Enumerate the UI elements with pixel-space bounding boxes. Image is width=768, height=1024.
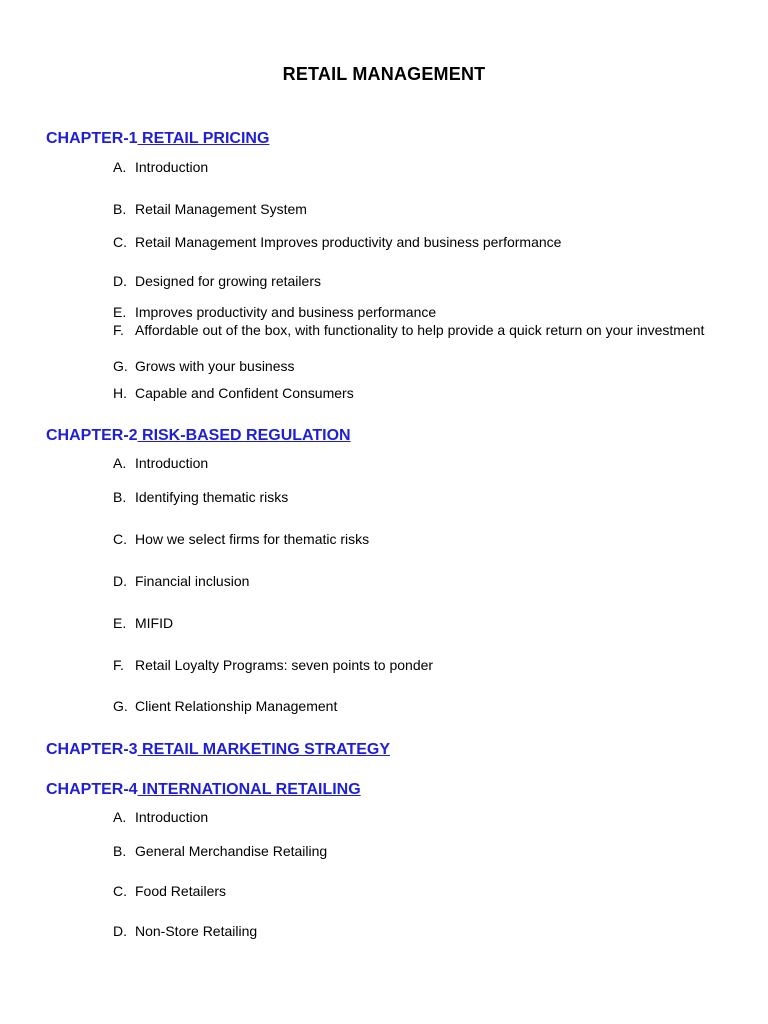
- item-text: Food Retailers: [135, 883, 227, 899]
- item-letter: B.: [113, 201, 127, 217]
- list-item: [113, 572, 721, 590]
- item-letter: A.: [113, 455, 127, 471]
- item-text: Improves productivity and business performance: [135, 304, 437, 320]
- item-letter: C.: [113, 234, 127, 250]
- item-letter: F.: [113, 322, 124, 338]
- item-letter: B.: [113, 489, 127, 505]
- item-letter: A.: [113, 809, 127, 825]
- document-title: RETAIL MANAGEMENT: [282, 64, 486, 84]
- item-letter: F.: [113, 657, 124, 673]
- item-letter: E.: [113, 615, 127, 631]
- item-letter: D.: [113, 573, 127, 589]
- chapter-2-heading[interactable]: [46, 427, 351, 445]
- item-letter: D.: [113, 273, 127, 289]
- item-letter: D.: [113, 923, 127, 939]
- list-item: [113, 200, 721, 218]
- item-text: MIFID: [135, 615, 174, 631]
- item-letter: C.: [113, 531, 127, 547]
- chapter-prefix: CHAPTER-1: [46, 130, 138, 147]
- item-text: Affordable out of the box, with functionality to help provide a quick return on your investment: [135, 322, 705, 338]
- chapter-link[interactable]: INTERNATIONAL RETAILING: [137, 781, 361, 798]
- list-item: [113, 357, 721, 375]
- item-text: Financial inclusion: [135, 573, 250, 589]
- item-letter: G.: [113, 698, 128, 714]
- list-item: [113, 530, 721, 548]
- item-text: Capable and Confident Consumers: [135, 385, 354, 401]
- chapter-4-heading[interactable]: [46, 781, 361, 799]
- chapter-prefix: CHAPTER-4: [46, 781, 138, 798]
- list-item: [113, 656, 721, 674]
- list-item: [113, 922, 721, 940]
- list-item: [113, 488, 721, 506]
- item-letter: A.: [113, 159, 127, 175]
- item-letter: C.: [113, 883, 127, 899]
- list-item: [113, 233, 721, 251]
- chapter-link[interactable]: RISK-BASED REGULATION: [137, 427, 351, 444]
- item-letter: H.: [113, 385, 127, 401]
- list-item: [113, 614, 721, 632]
- item-text: Designed for growing retailers: [135, 273, 321, 289]
- item-text: How we select firms for thematic risks: [135, 531, 370, 547]
- item-text: Introduction: [135, 809, 209, 825]
- list-item: [113, 272, 721, 290]
- item-text: General Merchandise Retailing: [135, 843, 328, 859]
- item-letter: B.: [113, 843, 127, 859]
- list-item: [113, 697, 721, 715]
- item-text: Non-Store Retailing: [135, 923, 258, 939]
- item-letter: E.: [113, 304, 127, 320]
- list-item: [113, 808, 721, 826]
- item-text: Client Relationship Management: [135, 698, 338, 714]
- chapter-1-heading[interactable]: [46, 130, 269, 148]
- list-item: [113, 384, 721, 402]
- chapter-prefix: CHAPTER-2: [46, 427, 138, 444]
- list-item: [113, 303, 721, 321]
- chapter-link[interactable]: RETAIL PRICING: [137, 130, 270, 147]
- list-item: [113, 158, 721, 176]
- chapter-3-heading[interactable]: [46, 741, 390, 759]
- item-text: Identifying thematic risks: [135, 489, 289, 505]
- item-text: Retail Management Improves productivity and business performance: [135, 234, 562, 250]
- item-text: Introduction: [135, 455, 209, 471]
- list-item: [113, 321, 721, 339]
- item-text: Retail Management System: [135, 201, 307, 217]
- list-item: [113, 842, 721, 860]
- item-text: Introduction: [135, 159, 209, 175]
- item-text: Retail Loyalty Programs: seven points to ponder: [135, 657, 434, 673]
- chapter-link[interactable]: RETAIL MARKETING STRATEGY: [137, 741, 391, 758]
- chapter-prefix: CHAPTER-3: [46, 741, 138, 758]
- item-text: Grows with your business: [135, 358, 295, 374]
- list-item: [113, 454, 721, 472]
- item-letter: G.: [113, 358, 128, 374]
- list-item: [113, 882, 721, 900]
